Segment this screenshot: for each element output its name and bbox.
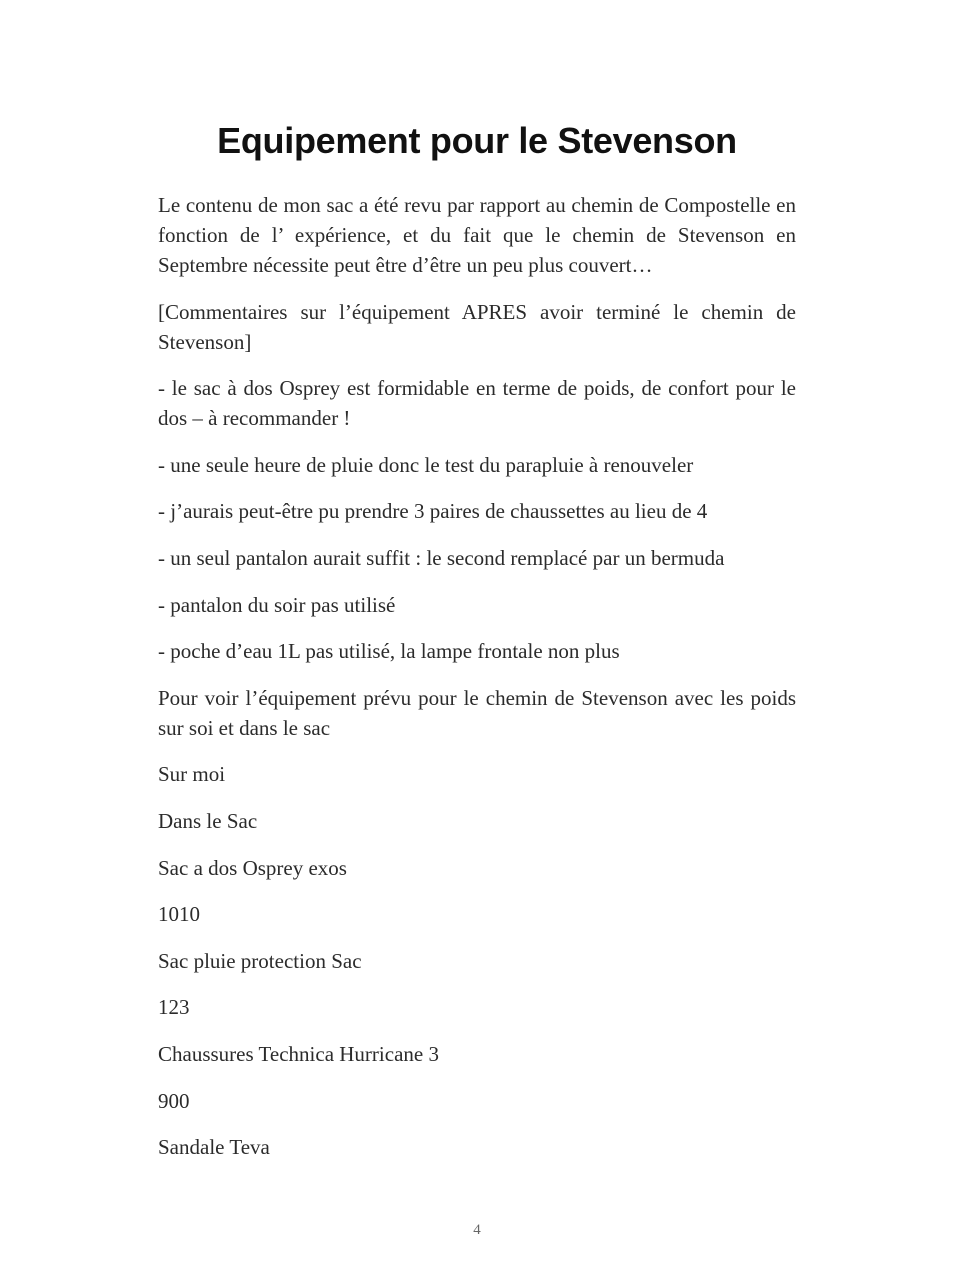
comment-item: - pantalon du soir pas utilisé — [158, 592, 396, 617]
item-name: Chaussures Technica Hurricane 3 — [158, 1041, 439, 1066]
item-name: Sac pluie protection Sac — [158, 948, 362, 973]
document-body — [158, 190, 796, 1179]
comment-item: - le sac à dos Osprey est formidable en terme de poids, de confort pour le dos – à recommander ! — [158, 376, 796, 431]
intro-paragraph: Le contenu de mon sac a été revu par rapport au chemin de Compostelle en fonction de l’ expérience, et du fait que le chemin de Stevenson en Septembre nécessite peut être d’être un peu plus couvert… — [158, 193, 796, 277]
page-number: 4 — [473, 1222, 481, 1238]
page-title: Equipement pour le Stevenson — [217, 120, 737, 161]
equipment-intro: Pour voir l’équipement prévu pour le chemin de Stevenson avec les poids sur soi et dans le sac — [158, 685, 796, 740]
item-weight: 123 — [158, 995, 190, 1020]
item-name: Sac a dos Osprey exos — [158, 855, 347, 880]
item-weight: 900 — [158, 1088, 190, 1113]
comment-item: - une seule heure de pluie donc le test du parapluie à renouveler — [158, 452, 694, 477]
comment-item: - j’aurais peut-être pu prendre 3 paires de chaussettes au lieu de 4 — [158, 499, 708, 524]
item-weight: 1010 — [158, 902, 200, 927]
section-in-bag: Dans le Sac — [158, 808, 258, 833]
section-on-me: Sur moi — [158, 762, 226, 787]
item-name: Sandale Teva — [158, 1135, 270, 1160]
comment-item: - un seul pantalon aurait suffit : le second remplacé par un bermuda — [158, 545, 725, 570]
comments-header: [Commentaires sur l’équipement APRES avoir terminé le chemin de Stevenson] — [158, 299, 796, 354]
comment-item: - poche d’eau 1L pas utilisé, la lampe frontale non plus — [158, 639, 620, 664]
